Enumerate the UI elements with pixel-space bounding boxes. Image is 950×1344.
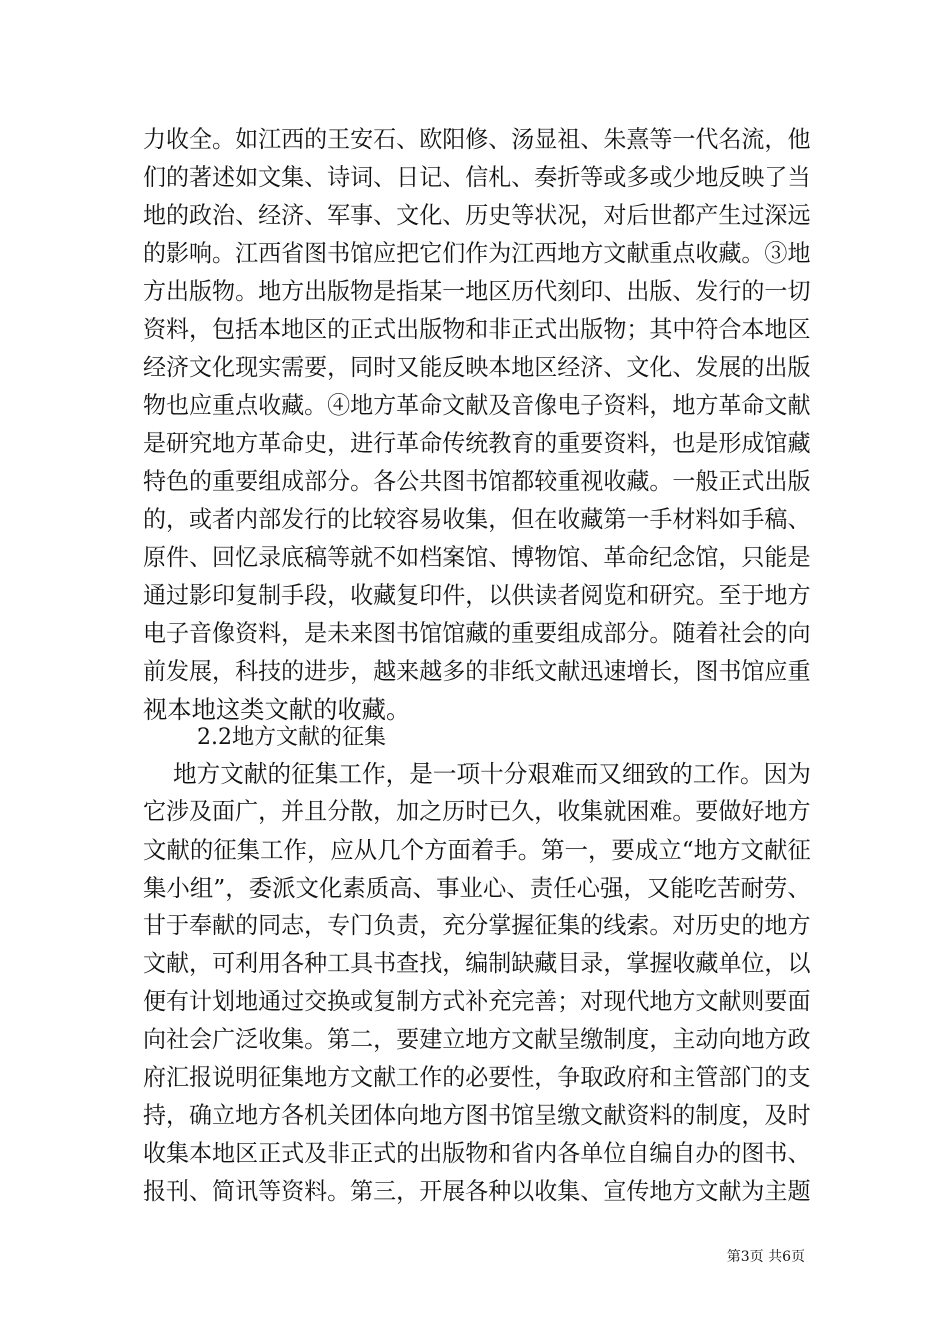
body-line: 地方文献的征集工作，是一项十分艰难而又细致的工作。因为: [173, 760, 811, 788]
body-line: 文献，可利用各种工具书查找，编制缺藏目录，掌握收藏单位，以: [143, 951, 811, 977]
body-line: 向社会广泛收集。第二，要建立地方文献呈缴制度，主动向地方政: [143, 1027, 811, 1053]
body-line: 便有计划地通过交换或复制方式补充完善；对现代地方文献则要面: [143, 989, 811, 1015]
body-line: 的影响。江西省图书馆应把它们作为江西地方文献重点收藏。③地: [143, 241, 811, 267]
body-line: 物也应重点收藏。④地方革命文献及音像电子资料，地方革命文献: [143, 393, 811, 419]
body-line: 视本地这类文献的收藏。: [143, 695, 411, 724]
body-line: 前发展，科技的进步，越来越多的非纸文献迅速增长，图书馆应重: [143, 659, 811, 685]
body-line: 特色的重要组成部分。各公共图书馆都较重视收藏。一般正式出版: [143, 469, 811, 495]
body-line: 它涉及面广，并且分散，加之历时已久，收集就困难。要做好地方: [143, 799, 811, 825]
body-line: 们的著述如文集、诗词、日记、信札、奏折等或多或少地反映了当: [143, 165, 811, 191]
body-line: 文献的征集工作，应从几个方面着手。第一，要成立“地方文献征: [143, 836, 811, 864]
body-line: 地的政治、经济、军事、文化、历史等状况，对后世都产生过深远: [143, 203, 811, 229]
body-line: 力收全。如江西的王安石、欧阳修、汤显祖、朱熹等一代名流，他: [143, 127, 811, 153]
body-line: 通过影印复制手段，收藏复印件，以供读者阅览和研究。至于地方: [143, 583, 811, 609]
body-line: 电子音像资料，是未来图书馆馆藏的重要组成部分。随着社会的向: [143, 621, 811, 647]
body-line: 的，或者内部发行的比较容易收集，但在收藏第一手材料如手稿、: [143, 507, 811, 533]
body-line: 收集本地区正式及非正式的出版物和省内各单位自编自办的图书、: [143, 1141, 811, 1167]
body-line: 经济文化现实需要，同时又能反映本地区经济、文化、发展的出版: [143, 355, 811, 381]
body-line: 资料，包括本地区的正式出版物和非正式出版物；其中符合本地区: [143, 317, 811, 343]
body-line: 集小组”，委派文化素质高、事业心、责任心强，又能吃苦耐劳、: [143, 874, 811, 902]
body-line: 甘于奉献的同志，专门负责，充分掌握征集的线索。对历史的地方: [143, 913, 811, 939]
body-line: 是研究地方革命史，进行革命传统教育的重要资料，也是形成馆藏: [143, 431, 811, 457]
body-line: 府汇报说明征集地方文献工作的必要性，争取政府和主管部门的支: [143, 1065, 811, 1091]
page-footer: 第3页 共6页: [726, 1249, 805, 1265]
section-heading: 2.2地方文献的征集: [197, 725, 386, 750]
body-line: 报刊、简讯等资料。第三，开展各种以收集、宣传地方文献为主题: [143, 1179, 811, 1205]
body-line: 原件、回忆录底稿等就不如档案馆、博物馆、革命纪念馆，只能是: [143, 545, 811, 571]
body-line: 方出版物。地方出版物是指某一地区历代刻印、出版、发行的一切: [143, 279, 811, 305]
body-line: 持，确立地方各机关团体向地方图书馆呈缴文献资料的制度，及时: [143, 1103, 811, 1129]
